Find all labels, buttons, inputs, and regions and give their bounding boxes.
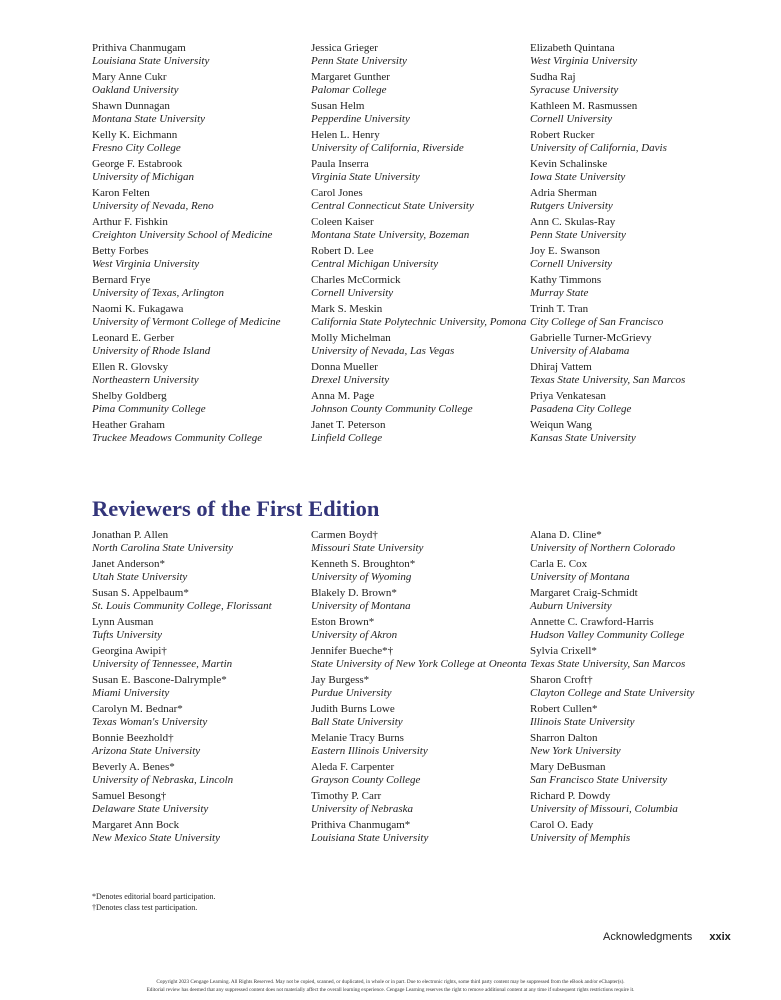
reviewer-affiliation: Texas State University, San Marcos (530, 374, 686, 386)
reviewer-affiliation: Tufts University (92, 629, 162, 641)
reviewer-name: Margaret Ann Bock (92, 819, 180, 831)
reviewer-entry (92, 100, 311, 126)
reviewer-entry (311, 645, 530, 671)
reviewer-name: Annette C. Crawford-Harris (530, 616, 654, 628)
reviewer-name: Elizabeth Quintana (530, 42, 615, 54)
reviewer-affiliation: University of Michigan (92, 171, 195, 183)
reviewer-affiliation: Cornell University (311, 287, 394, 299)
reviewer-affiliation: Kansas State University (530, 432, 636, 444)
reviewer-affiliation: Pepperdine University (311, 113, 410, 125)
reviewer-name: Anna M. Page (311, 390, 375, 402)
reviewer-column (92, 42, 311, 448)
reviewer-entry (530, 332, 742, 358)
reviewer-affiliation: Clayton College and State University (530, 687, 695, 699)
reviewer-affiliation: Oakland University (92, 84, 179, 96)
reviewer-name: Melanie Tracy Burns (311, 732, 404, 744)
first-edition-columns (92, 529, 742, 848)
reviewer-affiliation: University of Tennessee, Martin (92, 658, 233, 670)
reviewer-affiliation: Eastern Illinois University (311, 745, 428, 757)
reviewer-entry (311, 390, 530, 416)
reviewer-entry (530, 71, 742, 97)
reviewer-name: Beverly A. Benes* (92, 761, 175, 773)
reviewer-name: Karon Felten (92, 187, 150, 199)
reviewer-entry (530, 645, 742, 671)
reviewer-affiliation: Louisiana State University (311, 832, 429, 844)
reviewer-affiliation: Penn State University (530, 229, 626, 241)
reviewer-affiliation: Drexel University (311, 374, 390, 386)
reviewer-affiliation: Central Connecticut State University (311, 200, 474, 212)
reviewer-name: Heather Graham (92, 419, 165, 431)
reviewer-name: Susan E. Bascone-Dalrymple* (92, 674, 227, 686)
section-heading: Reviewers of the First Edition (92, 496, 380, 521)
reviewer-entry (311, 71, 530, 97)
reviewer-affiliation: University of Nevada, Las Vegas (311, 345, 455, 357)
reviewer-name: Robert D. Lee (311, 245, 374, 257)
reviewer-entry (311, 332, 530, 358)
reviewer-affiliation: Texas Woman's University (92, 716, 208, 728)
reviewer-name: Mary Anne Cukr (92, 71, 167, 83)
reviewer-affiliation: University of Montana (530, 571, 630, 583)
reviewer-entry (311, 42, 530, 68)
reviewer-entry (530, 158, 742, 184)
footnote-editorial-board: *Denotes editorial board participation. (92, 892, 216, 901)
reviewer-affiliation: Murray State (530, 287, 589, 299)
reviewer-name: Timothy P. Carr (311, 790, 382, 802)
reviewer-entry (92, 274, 311, 300)
reviewer-entry (92, 42, 311, 68)
reviewer-name: Leonard E. Gerber (92, 332, 175, 344)
reviewer-column (530, 42, 742, 448)
reviewer-name: Kevin Schalinske (530, 158, 608, 170)
reviewer-entry (92, 819, 311, 845)
reviewer-name: Carla E. Cox (530, 558, 588, 570)
reviewer-entry (92, 529, 311, 555)
reviewer-affiliation: California State Polytechnic University, Pomona (311, 316, 527, 328)
reviewer-name: Blakely D. Brown* (311, 587, 397, 599)
reviewers-columns (92, 42, 742, 448)
reviewer-entry (530, 529, 742, 555)
reviewer-entry (92, 71, 311, 97)
reviewer-name: Richard P. Dowdy (530, 790, 611, 802)
reviewer-entry (530, 732, 742, 758)
reviewer-name: Charles McCormick (311, 274, 401, 286)
reviewer-name: Kenneth S. Broughton* (311, 558, 416, 570)
reviewer-entry (92, 703, 311, 729)
reviewer-name: Shelby Goldberg (92, 390, 167, 402)
reviewer-affiliation: Palomar College (311, 84, 387, 96)
reviewer-affiliation: Pima Community College (92, 403, 206, 415)
reviewer-entry (92, 332, 311, 358)
reviewer-affiliation: Missouri State University (311, 542, 424, 554)
reviewer-affiliation: West Virginia University (92, 258, 200, 270)
reviewer-affiliation: University of California, Riverside (311, 142, 464, 154)
reviewer-name: Lynn Ausman (92, 616, 154, 628)
reviewer-entry (92, 245, 311, 271)
reviewer-entry (530, 558, 742, 584)
reviewer-entry (311, 819, 530, 845)
reviewer-name: Margaret Gunther (311, 71, 390, 83)
reviewer-name: Arthur F. Fishkin (92, 216, 168, 228)
reviewer-entry (530, 790, 742, 816)
reviewer-name: Molly Michelman (311, 332, 391, 344)
reviewer-name: Margaret Craig-Schmidt (530, 587, 638, 599)
reviewer-name: Robert Cullen* (530, 703, 598, 715)
reviewer-name: Carol O. Eady (530, 819, 594, 831)
reviewer-entry (92, 419, 311, 445)
reviewer-affiliation: Syracuse University (530, 84, 619, 96)
reviewer-name: Bonnie Beezhold† (92, 732, 174, 744)
reviewer-name: Naomi K. Fukagawa (92, 303, 184, 315)
reviewer-entry (92, 587, 311, 613)
reviewer-entry (311, 419, 530, 445)
reviewer-affiliation: Northeastern University (92, 374, 199, 386)
reviewer-name: Prithiva Chanmugam* (311, 819, 411, 831)
reviewer-affiliation: North Carolina State University (92, 542, 234, 554)
reviewer-affiliation: Iowa State University (530, 171, 626, 183)
reviewer-column (311, 42, 530, 448)
reviewer-entry (311, 558, 530, 584)
reviewer-entry (530, 761, 742, 787)
reviewer-entry (311, 587, 530, 613)
reviewer-affiliation: Montana State University, Bozeman (311, 229, 470, 241)
reviewer-name: Robert Rucker (530, 129, 595, 141)
reviewer-affiliation: Miami University (92, 687, 170, 699)
reviewer-name: Donna Mueller (311, 361, 378, 373)
reviewer-entry (92, 361, 311, 387)
reviewer-entry (311, 529, 530, 555)
reviewer-name: Jessica Grieger (311, 42, 378, 54)
reviewer-affiliation: Truckee Meadows Community College (92, 432, 263, 444)
reviewer-name: Carmen Boyd† (311, 529, 378, 541)
reviewer-name: Mary DeBusman (530, 761, 606, 773)
reviewer-name: Carolyn M. Bednar* (92, 703, 183, 715)
reviewer-entry (92, 732, 311, 758)
reviewer-entry (530, 390, 742, 416)
reviewer-entry (92, 558, 311, 584)
reviewer-affiliation: New York University (530, 745, 621, 757)
reviewer-affiliation: City College of San Francisco (530, 316, 664, 328)
reviewer-affiliation: State University of New York College at Oneonta (311, 658, 527, 670)
reviewer-name: Adria Sherman (530, 187, 597, 199)
reviewer-affiliation: Texas State University, San Marcos (530, 658, 686, 670)
reviewer-affiliation: Delaware State University (92, 803, 209, 815)
reviewer-affiliation: University of California, Davis (530, 142, 667, 154)
reviewer-affiliation: St. Louis Community College, Florissant (92, 600, 272, 612)
reviewer-entry (92, 303, 311, 329)
reviewer-affiliation: Louisiana State University (92, 55, 210, 67)
reviewer-entry (311, 703, 530, 729)
reviewer-name: Susan S. Appelbaum* (92, 587, 189, 599)
reviewer-entry (530, 245, 742, 271)
reviewer-entry (311, 158, 530, 184)
reviewer-affiliation: University of Nebraska (311, 803, 414, 815)
reviewer-name: Eston Brown* (311, 616, 375, 628)
reviewer-affiliation: Virginia State University (311, 171, 420, 183)
reviewer-name: Kathy Timmons (530, 274, 602, 286)
reviewer-affiliation: University of Texas, Arlington (92, 287, 224, 299)
reviewer-entry (530, 587, 742, 613)
reviewer-entry (530, 303, 742, 329)
reviewer-name: Samuel Besong† (92, 790, 167, 802)
reviewer-entry (92, 187, 311, 213)
reviewer-affiliation: San Francisco State University (530, 774, 668, 786)
reviewer-affiliation: Cornell University (530, 113, 613, 125)
reviewer-entry (311, 216, 530, 242)
reviewer-entry (92, 761, 311, 787)
copyright-notice (20, 978, 761, 994)
footnotes (92, 891, 216, 913)
reviewer-name: Joy E. Swanson (530, 245, 600, 257)
reviewer-affiliation: Grayson County College (311, 774, 421, 786)
reviewer-name: Shawn Dunnagan (92, 100, 170, 112)
reviewer-entry (311, 761, 530, 787)
reviewer-entry (530, 187, 742, 213)
reviewer-name: Jay Burgess* (311, 674, 370, 686)
reviewer-entry (530, 129, 742, 155)
reviewer-name: Ellen R. Glovsky (92, 361, 169, 373)
reviewer-name: Betty Forbes (92, 245, 149, 257)
reviewer-column (311, 529, 530, 848)
reviewer-entry (92, 790, 311, 816)
reviewer-entry (311, 187, 530, 213)
reviewer-entry (311, 303, 530, 329)
reviewer-name: Priya Venkatesan (530, 390, 606, 402)
reviewer-name: Sharron Dalton (530, 732, 598, 744)
page-footer (603, 931, 731, 943)
reviewer-name: Carol Jones (311, 187, 363, 199)
reviewer-affiliation: Arizona State University (92, 745, 201, 757)
reviewer-affiliation: Penn State University (311, 55, 407, 67)
reviewer-name: Janet Anderson* (92, 558, 166, 570)
running-footer-section: Acknowledgments (603, 931, 693, 943)
reviewer-entry (92, 390, 311, 416)
reviewer-entry (311, 361, 530, 387)
reviewer-affiliation: Ball State University (311, 716, 403, 728)
reviewer-name: Kelly K. Eichmann (92, 129, 178, 141)
reviewer-affiliation: Creighton University School of Medicine (92, 229, 273, 241)
reviewer-affiliation: Hudson Valley Community College (530, 629, 685, 641)
reviewer-affiliation: Central Michigan University (311, 258, 439, 270)
reviewer-affiliation: University of Akron (311, 629, 398, 641)
reviewer-affiliation: University of Wyoming (311, 571, 412, 583)
reviewer-column (530, 529, 742, 848)
reviewer-affiliation: University of Nevada, Reno (92, 200, 214, 212)
reviewer-name: Jonathan P. Allen (92, 529, 169, 541)
reviewer-entry (311, 129, 530, 155)
reviewer-name: Prithiva Chanmugam (92, 42, 186, 54)
reviewer-entry (311, 100, 530, 126)
reviewer-entry (530, 819, 742, 845)
reviewer-affiliation: University of Alabama (530, 345, 630, 357)
reviewer-affiliation: New Mexico State University (92, 832, 220, 844)
reviewer-name: Alana D. Cline* (530, 529, 602, 541)
reviewer-affiliation: University of Montana (311, 600, 411, 612)
reviewer-affiliation: University of Nebraska, Lincoln (92, 774, 234, 786)
reviewer-affiliation: Rutgers University (530, 200, 613, 212)
reviewer-entry (530, 703, 742, 729)
reviewer-name: Weiqun Wang (530, 419, 592, 431)
reviewer-entry (311, 732, 530, 758)
reviewer-entry (311, 616, 530, 642)
reviewer-name: Judith Burns Lowe (311, 703, 395, 715)
reviewer-entry (311, 790, 530, 816)
reviewer-affiliation: University of Memphis (530, 832, 631, 844)
reviewer-entry (530, 100, 742, 126)
reviewer-name: Mark S. Meskin (311, 303, 383, 315)
page-number: xxix (709, 931, 731, 943)
reviewer-affiliation: Linfield College (311, 432, 383, 444)
reviewer-entry (92, 616, 311, 642)
reviewer-entry (92, 216, 311, 242)
reviewer-entry (311, 245, 530, 271)
copyright-line: Editorial review has deemed that any suppressed content does not materially affect the overall learning experience. Cengage Learning reserves the right to remove additional content at any time if subsequent rights restrictions require it. (146, 987, 635, 993)
reviewer-entry (530, 616, 742, 642)
reviewer-affiliation: University of Missouri, Columbia (530, 803, 678, 815)
reviewer-name: Sharon Croft† (530, 674, 593, 686)
reviewer-name: Coleen Kaiser (311, 216, 374, 228)
reviewer-name: Dhiraj Vattem (530, 361, 592, 373)
reviewer-entry (92, 645, 311, 671)
reviewer-affiliation: University of Vermont College of Medicine (92, 316, 281, 328)
reviewer-affiliation: Fresno City College (92, 142, 181, 154)
reviewer-affiliation: University of Rhode Island (92, 345, 211, 357)
reviewer-entry (530, 42, 742, 68)
reviewer-entry (311, 674, 530, 700)
reviewer-affiliation: Purdue University (311, 687, 392, 699)
reviewer-name: Janet T. Peterson (311, 419, 386, 431)
reviewer-name: Georgina Awipi† (92, 645, 167, 657)
reviewer-entry (311, 274, 530, 300)
reviewer-affiliation: Montana State University (92, 113, 206, 125)
reviewer-entry (92, 129, 311, 155)
reviewer-name: Sudha Raj (530, 71, 576, 83)
reviewer-affiliation: University of Northern Colorado (530, 542, 676, 554)
reviewer-name: Susan Helm (311, 100, 365, 112)
reviewer-name: George F. Estabrook (92, 158, 183, 170)
reviewer-affiliation: Illinois State University (530, 716, 635, 728)
reviewer-entry (92, 158, 311, 184)
footnote-class-test: †Denotes class test participation. (92, 903, 198, 912)
reviewer-entry (530, 674, 742, 700)
reviewer-entry (530, 361, 742, 387)
reviewer-name: Sylvia Crixell* (530, 645, 597, 657)
reviewer-name: Jennifer Bueche*† (311, 645, 394, 657)
copyright-line: Copyright 2023 Cengage Learning. All Rights Reserved. May not be copied, scanned, or duplicated, in whole or in part. Due to electronic rights, some third party content may be suppressed from the eBook and/or eChapter(s). (156, 979, 625, 985)
reviewer-column (92, 529, 311, 848)
reviewer-entry (92, 674, 311, 700)
reviewer-name: Ann C. Skulas-Ray (530, 216, 616, 228)
reviewer-affiliation: Utah State University (92, 571, 188, 583)
reviewer-name: Bernard Frye (92, 274, 151, 286)
reviewer-affiliation: Pasadena City College (530, 403, 632, 415)
reviewer-name: Trinh T. Tran (530, 303, 589, 315)
reviewer-entry (530, 216, 742, 242)
reviewer-affiliation: Auburn University (530, 600, 612, 612)
reviewer-name: Aleda F. Carpenter (311, 761, 395, 773)
reviewer-affiliation: Cornell University (530, 258, 613, 270)
reviewer-name: Kathleen M. Rasmussen (530, 100, 638, 112)
reviewer-name: Paula Inserra (311, 158, 369, 170)
reviewer-name: Gabrielle Turner-McGrievy (530, 332, 652, 344)
reviewer-name: Helen L. Henry (311, 129, 380, 141)
reviewer-entry (530, 274, 742, 300)
reviewer-affiliation: West Virginia University (530, 55, 638, 67)
reviewer-entry (530, 419, 742, 445)
reviewer-affiliation: Johnson County Community College (311, 403, 473, 415)
